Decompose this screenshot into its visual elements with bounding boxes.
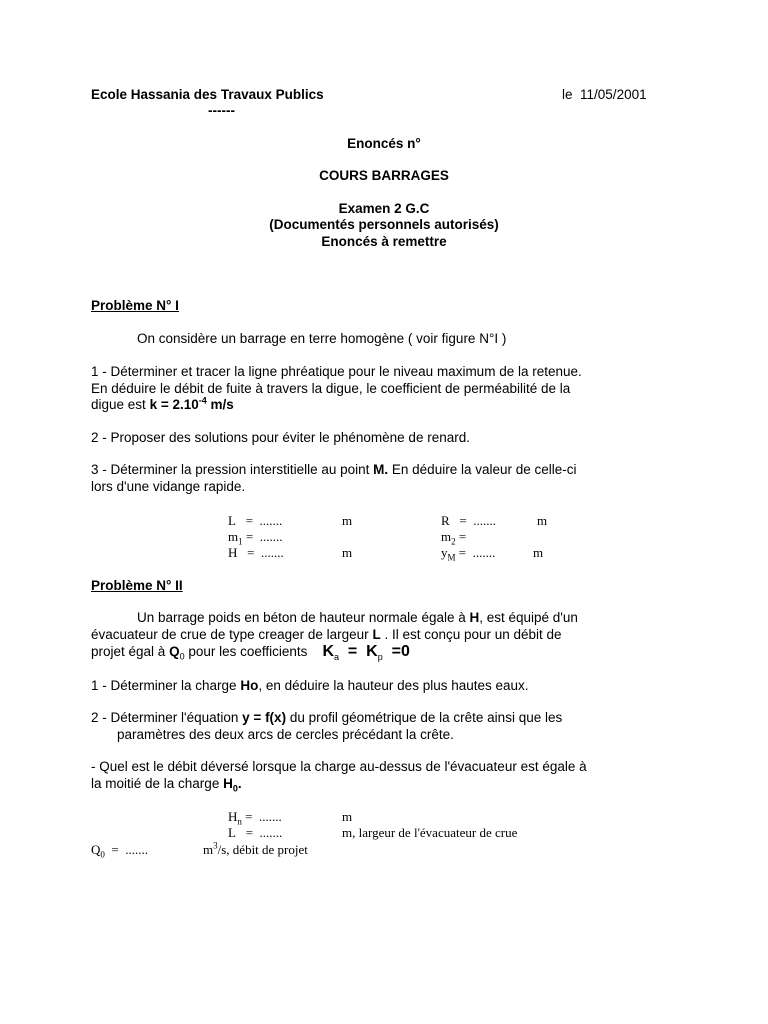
data-L: L = ....... xyxy=(228,513,283,528)
unit-yM: m xyxy=(533,545,544,560)
problem2-question3: - Quel est le débit déversé lorsque la charge au-dessus de l'évacuateur est égale à la moitié de la charge $H_0$. xyxy=(91,759,587,794)
exam-date: le 11/05/2001 xyxy=(562,87,647,102)
problem1-question3: 3 - Déterminer la pression interstitielle au point M. En déduire la valeur de celle-ci lors d'une vidange rapide. xyxy=(91,462,577,494)
unit-H: m xyxy=(342,545,353,560)
unit-R: m xyxy=(537,513,548,528)
debit-label: $m^3/s$, débit de projet xyxy=(203,840,308,857)
largeur-label: m, largeur de l'évacuateur de crue xyxy=(342,825,518,840)
problem2-question2: 2 - Déterminer l'équation y = f(x) du profil géométrique de la crête ainsi que les paramètres des deux arcs de cercles précédant la crête. xyxy=(91,710,563,742)
coefficient-formula: $K_a = K_p =0$ xyxy=(322,643,410,663)
data-Hn: $H_n$ = ....... xyxy=(228,809,282,827)
problem2-title: Problème N° II xyxy=(91,578,183,593)
enonces-title: Enoncés n° xyxy=(347,136,421,151)
header-dashes: ------ xyxy=(208,103,235,118)
problem1-title: Problème N° I xyxy=(91,298,179,313)
problem2-question1: 1 - Déterminer la charge Ho, en déduire la hauteur des plus hautes eaux. xyxy=(91,678,529,693)
unit-L: m xyxy=(342,513,353,528)
unit-Hn: m xyxy=(342,809,353,824)
problem2-intro: Un barrage poids en béton de hauteur normale égale à H, est équipé d'un évacuateur de crue de type creager de largeur L . Il est conçu pour un débit de projet égal à $Q_0$ pour les coefficients $K_a = K_p =0$ xyxy=(91,610,578,663)
data-m2: $m_2$ = xyxy=(441,529,467,547)
data-R: R = ....... xyxy=(441,513,497,528)
data-H: H = ....... xyxy=(228,545,284,560)
course-title: COURS BARRAGES xyxy=(319,168,449,183)
exam-title: Examen 2 G.C xyxy=(338,201,430,216)
problem1-intro: On considère un barrage en terre homogène ( voir figure N°I ) xyxy=(137,331,507,346)
data-L2: L = ....... xyxy=(228,825,283,840)
docs-note: (Documentés personnels autorisés) xyxy=(269,217,499,232)
problem1-question2: 2 - Proposer des solutions pour éviter le phénomène de renard. xyxy=(91,430,470,445)
school-name: Ecole Hassania des Travaux Publics xyxy=(91,87,324,102)
data-m1: $m_1$ = ....... xyxy=(228,529,283,547)
remettre-note: Enoncés à remettre xyxy=(321,234,447,249)
data-yM: $y_M$ = ....... xyxy=(441,545,496,563)
problem1-question1: 1 - Déterminer et tracer la ligne phréatique pour le niveau maximum de la retenue. En déduire le débit de fuite à travers la digue, le coefficient de perméabilité de la digue est $k = 2.10^{-4}$ m/s xyxy=(91,364,582,412)
data-Q0: $Q_0$ = ....... xyxy=(91,842,148,860)
